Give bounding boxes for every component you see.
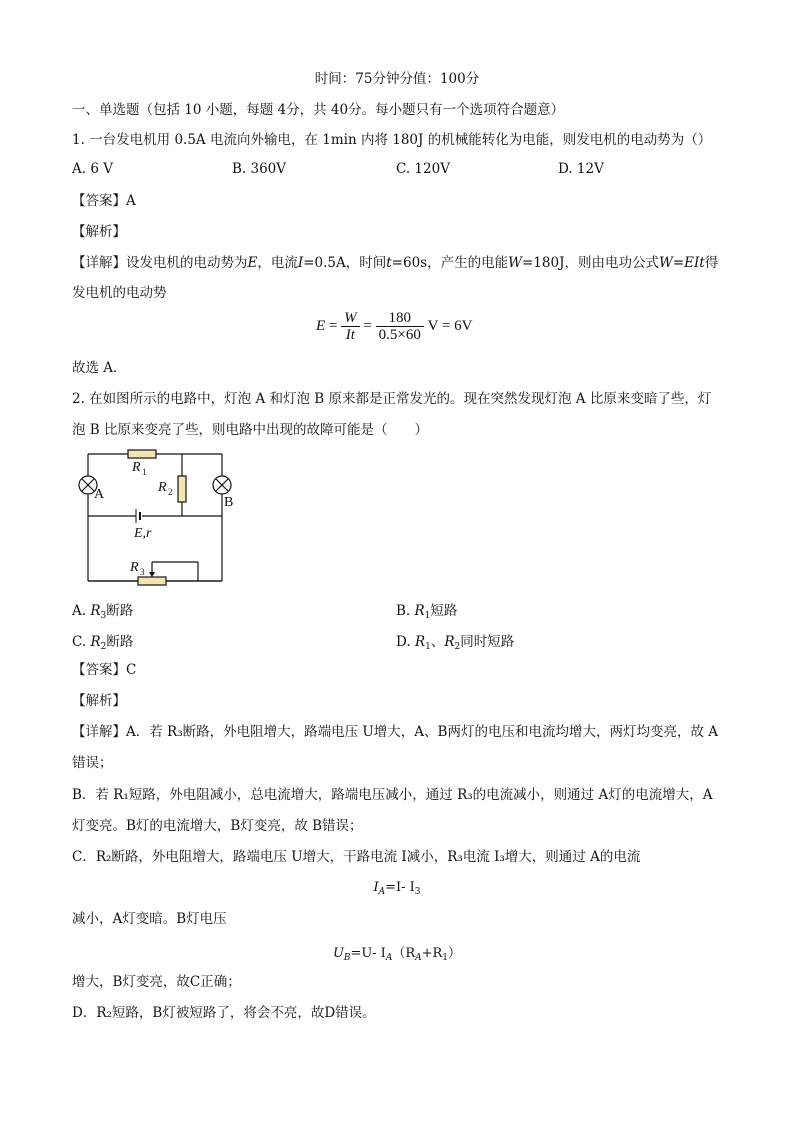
q2-analysis-label: 【解析】 [72, 693, 126, 709]
q1-stem: 1. 一台发电机用 0.5A 电流向外输电，在 1min 内将 180J 的机械能转化为电能，则发电机的电动势为（） [72, 132, 712, 148]
page-title: 时间：75分钟分值：100分 [314, 71, 480, 87]
q1-option-c: C. 120V [396, 161, 450, 177]
q2-detail-line8: D．R₂短路，B灯被短路了，将会不亮，故D错误。 [72, 1005, 376, 1021]
q2-detail-line4: 灯变亮。B灯的电流增大，B灯变亮，故 B错误； [72, 818, 363, 834]
q2-stem-line2: 泡 B 比原来变亮了些，则电路中出现的故障可能是（ ） [72, 422, 429, 438]
q1-detail-line2: 发电机的电动势 [72, 285, 167, 301]
resistor-r3 [138, 577, 166, 585]
q2-detail-line2: 错误； [72, 755, 113, 771]
q2-detail-line1: 【详解】A．若 R₃断路，外电阻增大，路端电压 U增大，A、B两灯的电压和电流均增大，两灯均变亮，故 A [72, 724, 718, 740]
q1-analysis-label: 【解析】 [72, 224, 126, 240]
label-lamp-b: B [224, 495, 234, 510]
q1-conclusion: 故选 A． [72, 360, 127, 376]
q1-option-a: A. 6 V [72, 161, 113, 177]
q1-option-d: D. 12V [558, 161, 604, 177]
q2-detail-line5: C．R₂断路，外电阻增大，路端电压 U增大，干路电流 I减小，R₃电流 I₃增大，则通过 A的电流 [72, 849, 641, 865]
q1-formula: E = $\frac{W}{It}$ = $\frac{180}{0.5\times 60}$ V = 6V [316, 310, 473, 343]
label-r3: R [130, 560, 139, 575]
q1-option-b: B. 360V [232, 161, 287, 177]
q2-option-c: C. $R_2$断路 [72, 634, 134, 652]
label-r2: R [158, 480, 167, 495]
q2-option-b: B. $R_1$短路 [396, 603, 458, 621]
q1-answer: 【答案】A [72, 193, 136, 209]
label-r3-sub: 3 [140, 567, 145, 577]
circuit-diagram [72, 444, 242, 586]
q2-equation-1: $I_A=I-$ $I_3$ [373, 880, 421, 897]
q2-detail-line6: 减小，A灯变暗。B灯电压 [72, 911, 227, 927]
label-r2-sub: 2 [168, 487, 173, 497]
q2-detail-line7: 增大，B灯变亮，故C正确； [72, 974, 241, 990]
q2-stem-line1: 2. 在如图所示的电路中，灯泡 A 和灯泡 B 原来都是正常发光的。现在突然发现灯泡 A 比原来变暗了些，灯 [72, 391, 712, 407]
q2-option-a: A. $R_3$断路 [72, 603, 134, 621]
label-lamp-a: A [94, 487, 105, 502]
resistor-r2 [178, 476, 186, 502]
q2-answer: 【答案】C [72, 662, 137, 678]
q1-detail: 【详解】设发电机的电动势为E，电流I=0.5A，时间t=60s，产生的电能W=180J，则由电功公式W=EIt得 [72, 255, 719, 271]
q2-detail-line3: B．若 R₁短路，外电阻减小，总电流增大，路端电压减小，通过 R₃的电流减小，则通过 A灯的电流增大，A [72, 787, 713, 803]
label-r1-sub: 1 [142, 467, 147, 477]
q2-option-d: D. $R_1$、$R_2$同时短路 [396, 634, 515, 652]
section-heading: 一、单选题（包括 10 小题，每题 4分，共 40分。每小题只有一个选项符合题意） [72, 102, 565, 118]
resistor-r1 [128, 450, 156, 458]
lamp-b-icon [213, 476, 231, 494]
label-r1: R [132, 460, 141, 475]
q2-equation-2: $U_B=U-$ $I_A(R_A+R_1)$ [332, 946, 462, 963]
label-source: E,r [134, 526, 152, 541]
